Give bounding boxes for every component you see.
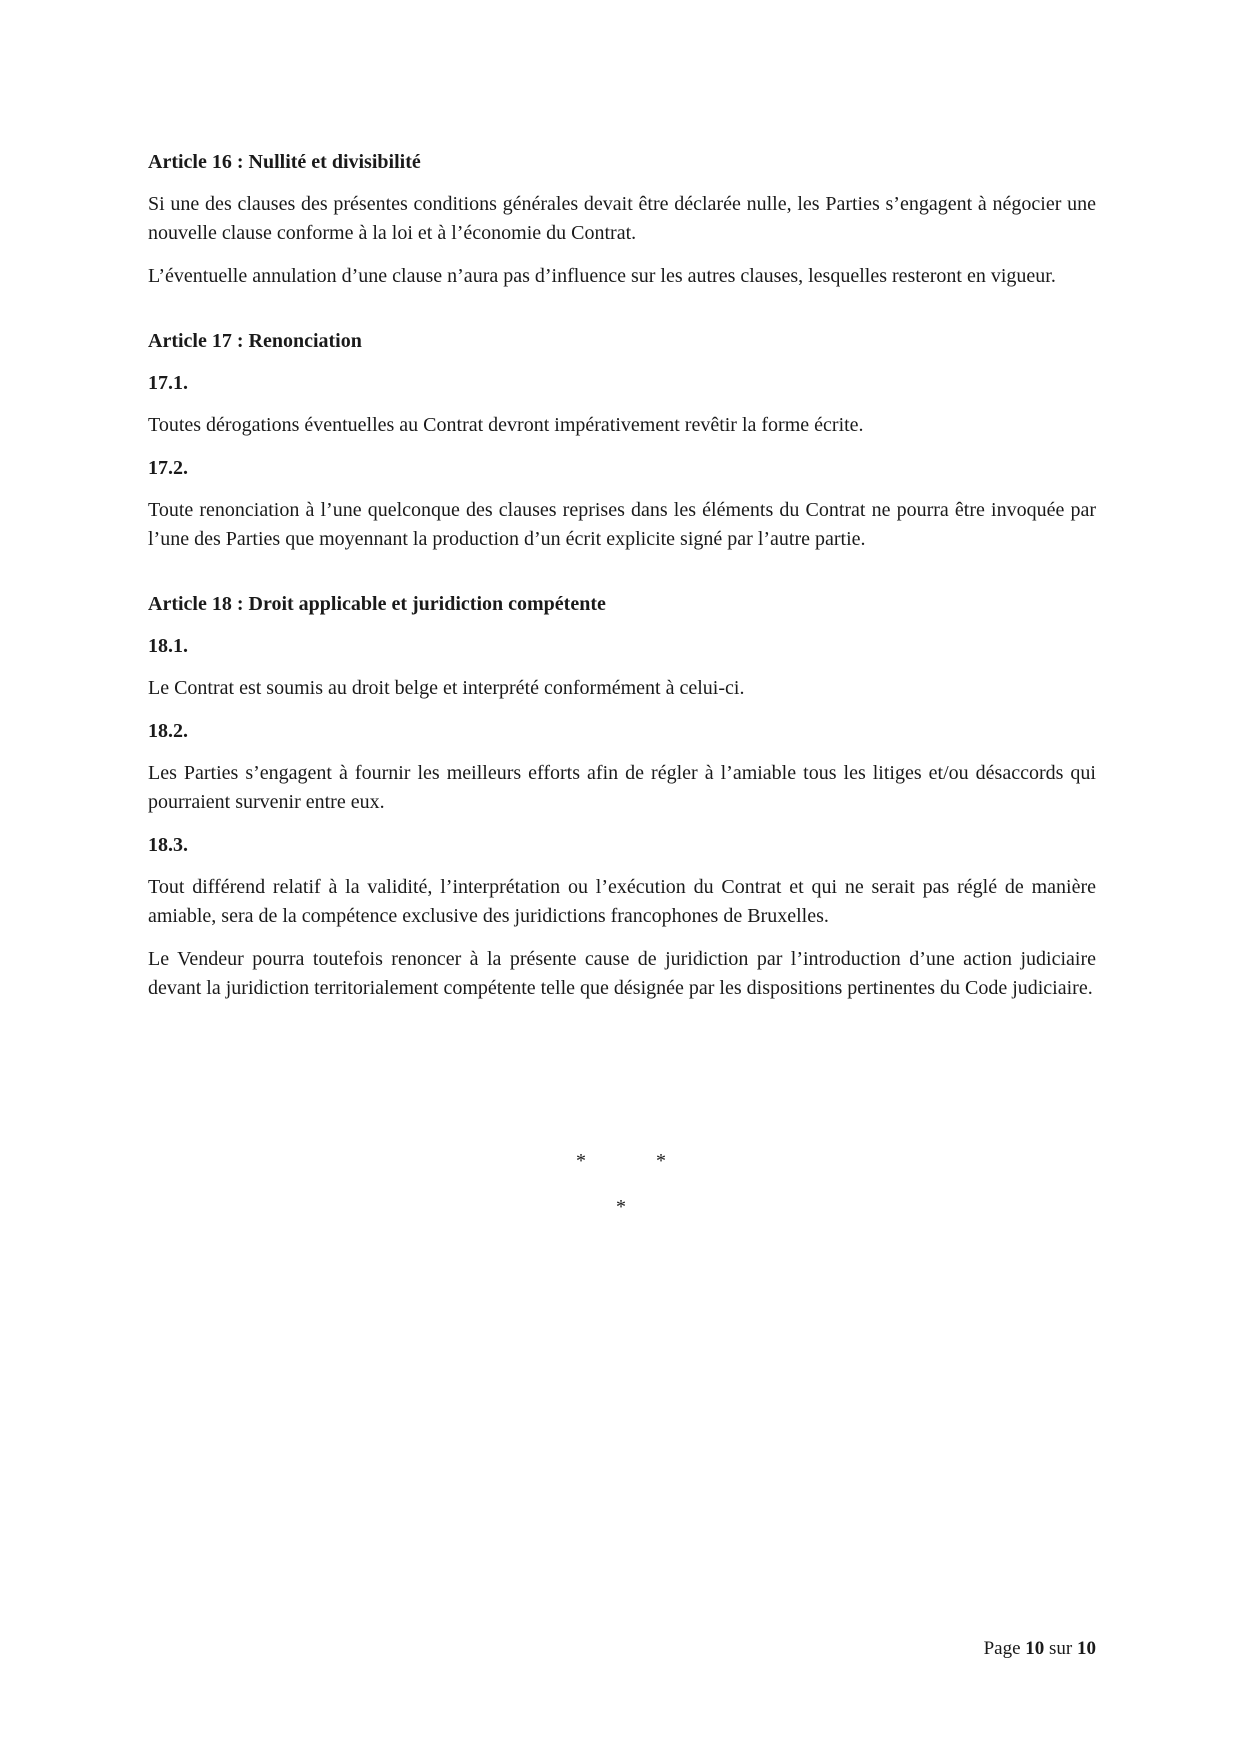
footer-current-page: 10 [1025, 1638, 1045, 1659]
section-17-1-number: 17.1. [148, 372, 188, 394]
article-16-paragraph-1: Si une des clauses des présentes conditions générales devait être déclarée nulle, les Parties s’engagent à négocier une nouvelle clause conforme à la loi et à l’économie du Contrat. [148, 193, 1096, 244]
article-16-paragraph-2: L’éventuelle annulation d’une clause n’aura pas d’influence sur les autres clauses, lesquelles resteront en vigueur. [148, 265, 1056, 287]
section-17-2-text: Toute renonciation à l’une quelconque des clauses reprises dans les éléments du Contrat ne pourra être invoquée par l’une des Parties que moyennant la production d’un écrit explicite signé par l’autre partie. [148, 499, 1096, 550]
ornament-star-left: * [576, 1150, 586, 1172]
article-16-heading: Article 16 : Nullité et divisibilité [148, 151, 421, 173]
article-17-heading: Article 17 : Renonciation [148, 330, 362, 352]
footer-page-word: Page [983, 1638, 1021, 1659]
section-18-2-number: 18.2. [148, 720, 188, 742]
page-number-footer [984, 1637, 1096, 1661]
section-17-2-number: 17.2. [148, 457, 188, 479]
article-18-heading: Article 18 : Droit applicable et juridiction compétente [148, 593, 606, 615]
document-page [148, 0, 1096, 1754]
section-18-2-text: Les Parties s’engagent à fournir les meilleurs efforts afin de régler à l’amiable tous les litiges et/ou désaccords qui pourraient survenir entre eux. [148, 762, 1096, 813]
section-18-1-number: 18.1. [148, 635, 188, 657]
footer-total-pages: 10 [1077, 1638, 1096, 1659]
section-18-3-number: 18.3. [148, 834, 188, 856]
footer-of-word: sur [1049, 1638, 1073, 1659]
section-18-3-text: Tout différend relatif à la validité, l’interprétation ou l’exécution du Contrat et qui ne serait pas réglé de manière amiable, sera de la compétence exclusive des juridictions francophones de Bruxelles. [148, 876, 1096, 927]
section-18-3-text-2: Le Vendeur pourra toutefois renoncer à la présente cause de juridiction par l’introduction d’une action judiciaire devant la juridiction territorialement compétente telle que désignée par les dispositions pertinentes du Code judiciaire. [148, 948, 1096, 999]
ornament-star-right: * [656, 1150, 666, 1172]
section-17-1-text: Toutes dérogations éventuelles au Contrat devront impérativement revêtir la forme écrite. [148, 414, 864, 436]
document-body [148, 148, 1096, 1003]
ornament-star-bottom: * [616, 1196, 626, 1218]
section-18-1-text: Le Contrat est soumis au droit belge et interprété conformément à celui-ci. [148, 677, 745, 699]
